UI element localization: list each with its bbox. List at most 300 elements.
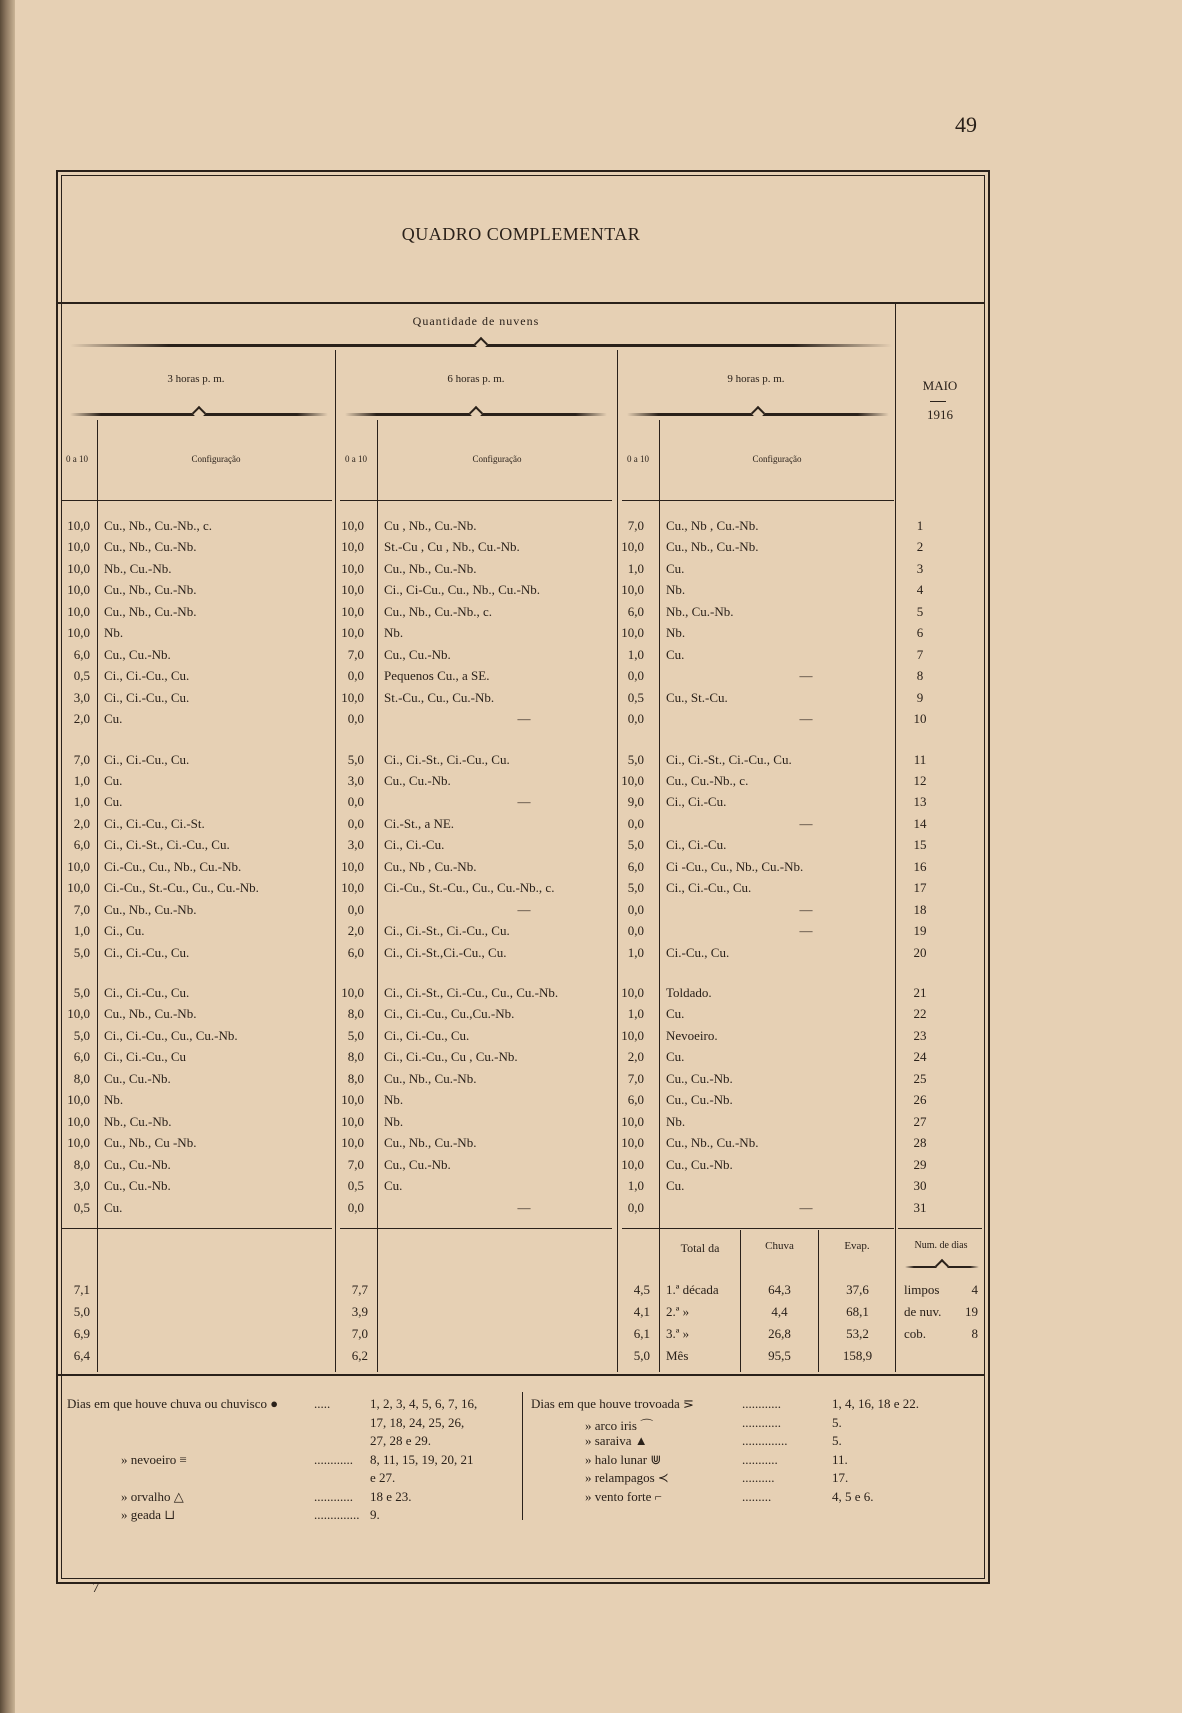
day-number: 17 bbox=[913, 880, 927, 896]
config-3pm: Cu., Cu.-Nb. bbox=[104, 1156, 171, 1172]
config-3pm: Nb., Cu.-Nb. bbox=[104, 560, 172, 576]
amount-9pm: 6,0 bbox=[627, 858, 644, 874]
note-label: » saraiva ▲ bbox=[585, 1433, 648, 1448]
config-9pm: Cu., Cu.-Nb. bbox=[666, 1070, 733, 1086]
config-9pm: — bbox=[799, 1199, 813, 1215]
amount-6pm: 10,0 bbox=[341, 625, 364, 641]
config-6pm: Ci., Ci.-St., Ci.-Cu., Cu. bbox=[384, 751, 510, 767]
note-leader-dots: .............. bbox=[742, 1433, 788, 1448]
amount-9pm: 1,0 bbox=[627, 646, 644, 662]
avg-rule-2 bbox=[340, 1228, 612, 1229]
average-value: 4,5 bbox=[633, 1282, 650, 1297]
note-label: » nevoeiro ≡ bbox=[121, 1451, 187, 1467]
table-row bbox=[58, 647, 984, 668]
amount-3pm: 5,0 bbox=[73, 944, 90, 960]
note-label: » geada ⊔ bbox=[121, 1507, 176, 1522]
summary-evap: 158,9 bbox=[842, 1348, 873, 1363]
amount-6pm: 10,0 bbox=[341, 1092, 364, 1108]
notes-divider bbox=[58, 1374, 984, 1376]
average-value: 7,1 bbox=[73, 1282, 90, 1297]
amount-9pm: 6,0 bbox=[627, 603, 644, 619]
amount-9pm: 10,0 bbox=[621, 1027, 644, 1043]
config-9pm: Ci.-Cu., Cu. bbox=[666, 944, 730, 960]
title-divider bbox=[58, 302, 984, 304]
config-6pm: Ci., Ci.-St., Ci.-Cu., Cu., Cu.-Nb. bbox=[384, 985, 559, 1000]
day-number: 31 bbox=[913, 1199, 927, 1215]
note-leader-dots: ..... bbox=[314, 1396, 331, 1411]
config-3pm: Cu., Nb., Cu.-Nb. bbox=[104, 539, 197, 555]
amount-6pm: 5,0 bbox=[347, 751, 364, 767]
table-row bbox=[58, 1071, 984, 1092]
summary-chuva: 26,8 bbox=[768, 1326, 791, 1341]
days-value: 4 bbox=[971, 1282, 978, 1297]
day-number: 1 bbox=[916, 518, 924, 533]
amount-3pm: 10,0 bbox=[67, 518, 90, 533]
config-9pm: Cu., Cu.-Nb., c. bbox=[666, 772, 749, 788]
amount-6pm: 10,0 bbox=[341, 518, 364, 533]
day-number: 19 bbox=[913, 923, 927, 939]
config-9pm: Cu., Nb , Cu.-Nb. bbox=[666, 518, 759, 533]
config-3pm: Cu., Nb., Cu -Nb. bbox=[104, 1135, 197, 1151]
amount-9pm: 10,0 bbox=[621, 625, 644, 641]
config-9pm: Cu., St.-Cu. bbox=[666, 689, 728, 705]
note-leader-dots: ............ bbox=[742, 1396, 781, 1411]
amount-3pm: 5,0 bbox=[73, 1027, 90, 1043]
config-9pm: Cu. bbox=[666, 1049, 685, 1065]
config-3pm: Ci., Ci.-Cu., Ci.-St. bbox=[104, 815, 205, 831]
amount-3pm: 1,0 bbox=[73, 923, 90, 939]
config-9pm: Cu. bbox=[666, 1006, 685, 1022]
amount-3pm: 10,0 bbox=[67, 880, 90, 896]
amount-3pm: 0,5 bbox=[73, 668, 90, 684]
day-number: 21 bbox=[913, 985, 927, 1000]
config-header-1: Configuração bbox=[191, 454, 241, 464]
config-3pm: Nb. bbox=[104, 625, 124, 641]
config-9pm: — bbox=[799, 923, 813, 939]
config-9pm: Nevoeiro. bbox=[666, 1027, 718, 1043]
amount-9pm: 7,0 bbox=[627, 518, 644, 533]
config-9pm: Nb., Cu.-Nb. bbox=[666, 603, 734, 619]
config-9pm: — bbox=[799, 815, 813, 831]
amount-6pm: 0,0 bbox=[347, 668, 364, 684]
day-number: 25 bbox=[913, 1070, 927, 1086]
config-6pm: Cu., Nb., Cu.-Nb. bbox=[384, 1135, 477, 1151]
amount-3pm: 5,0 bbox=[73, 985, 90, 1000]
summary-total-label: Total da bbox=[680, 1241, 720, 1255]
amount-3pm: 7,0 bbox=[73, 901, 90, 917]
table-row bbox=[58, 625, 984, 646]
summary-evap: 53,2 bbox=[846, 1326, 869, 1341]
amount-header-1: 0 a 10 bbox=[66, 454, 88, 464]
amount-6pm: 0,0 bbox=[347, 901, 364, 917]
amount-6pm: 0,0 bbox=[347, 815, 364, 831]
period-brace-1 bbox=[70, 413, 328, 416]
amount-3pm: 3,0 bbox=[73, 689, 90, 705]
amount-6pm: 8,0 bbox=[347, 1070, 364, 1086]
config-3pm: Ci.-Cu., St.-Cu., Cu., Cu.-Nb. bbox=[104, 880, 259, 896]
amount-6pm: 8,0 bbox=[347, 1006, 364, 1022]
amount-9pm: 1,0 bbox=[627, 1178, 644, 1194]
note-days: 5. bbox=[832, 1414, 842, 1430]
summary-period: 1.ª década bbox=[666, 1282, 719, 1297]
config-3pm: Cu., Nb., Cu.-Nb. bbox=[104, 603, 197, 619]
amount-6pm: 10,0 bbox=[341, 582, 364, 598]
table-row bbox=[58, 1157, 984, 1178]
days-label: cob. bbox=[904, 1326, 927, 1341]
note-days: 11. bbox=[832, 1451, 848, 1467]
config-3pm: Ci., Ci.-Cu., Cu., Cu.-Nb. bbox=[104, 1027, 238, 1043]
amount-3pm: 10,0 bbox=[67, 603, 90, 619]
table-row bbox=[58, 561, 984, 582]
avg-rule-4 bbox=[898, 1228, 982, 1229]
table-row bbox=[58, 690, 984, 711]
config-9pm: Ci., Ci.-Cu. bbox=[666, 794, 727, 810]
config-6pm: Nb. bbox=[384, 1092, 404, 1108]
amount-6pm: 10,0 bbox=[341, 539, 364, 555]
days-value: 19 bbox=[965, 1304, 978, 1319]
config-9pm: Cu. bbox=[666, 646, 685, 662]
day-number: 13 bbox=[913, 794, 927, 810]
amount-9pm: 5,0 bbox=[627, 880, 644, 896]
sheet-number: 7 bbox=[92, 1580, 100, 1596]
note-leader-dots: ......... bbox=[742, 1488, 772, 1504]
amount-3pm: 1,0 bbox=[73, 772, 90, 788]
amount-6pm: 0,5 bbox=[347, 1178, 364, 1194]
day-number: 30 bbox=[913, 1178, 927, 1194]
table-row bbox=[58, 1200, 984, 1221]
summary-days-label: Num. de dias bbox=[914, 1240, 968, 1251]
amount-9pm: 7,0 bbox=[627, 1070, 644, 1086]
config-9pm: Ci., Ci.-Cu. bbox=[666, 837, 727, 853]
config-6pm: Nb. bbox=[384, 625, 404, 641]
note-leader-dots: .......... bbox=[742, 1470, 775, 1485]
day-number: 18 bbox=[913, 901, 927, 917]
config-6pm: Ci., Ci-Cu., Cu., Nb., Cu.-Nb. bbox=[384, 582, 541, 598]
note-label: » relampagos ≺ bbox=[585, 1470, 669, 1485]
config-3pm: Ci., Ci.-Cu., Cu. bbox=[104, 751, 190, 767]
config-header-3: Configuração bbox=[752, 454, 802, 464]
amount-9pm: 1,0 bbox=[627, 1006, 644, 1022]
config-header-2: Configuração bbox=[472, 454, 522, 464]
config-6pm: Cu., Nb., Cu.-Nb., c. bbox=[384, 603, 492, 619]
config-3pm: Cu., Cu.-Nb. bbox=[104, 1070, 171, 1086]
days-brace bbox=[905, 1266, 979, 1268]
table-row bbox=[58, 604, 984, 625]
config-6pm: Cu. bbox=[384, 1178, 403, 1194]
amount-3pm: 10,0 bbox=[67, 1092, 90, 1108]
config-6pm: Nb. bbox=[384, 1113, 404, 1129]
amount-9pm: 1,0 bbox=[627, 944, 644, 960]
table-row bbox=[58, 985, 984, 1006]
amount-3pm: 8,0 bbox=[73, 1156, 90, 1172]
amount-6pm: 3,0 bbox=[347, 837, 364, 853]
config-6pm: Ci., Ci.-Cu. bbox=[384, 837, 445, 853]
amount-3pm: 8,0 bbox=[73, 1070, 90, 1086]
config-6pm: — bbox=[517, 794, 531, 810]
note-days: e 27. bbox=[370, 1470, 396, 1485]
day-number: 15 bbox=[913, 837, 927, 853]
period-header-9pm: 9 horas p. m. bbox=[727, 373, 785, 385]
note-leader-dots: ............ bbox=[314, 1488, 353, 1504]
config-3pm: Cu., Nb., Cu.-Nb. bbox=[104, 582, 197, 598]
amount-6pm: 6,0 bbox=[347, 944, 364, 960]
average-value: 7,0 bbox=[351, 1326, 368, 1341]
amount-header-3: 0 a 10 bbox=[627, 454, 649, 464]
config-6pm: — bbox=[517, 711, 531, 727]
month-label: MAIO bbox=[922, 378, 958, 393]
period-brace-3 bbox=[627, 413, 889, 416]
day-number: 20 bbox=[913, 944, 927, 960]
amount-6pm: 0,0 bbox=[347, 1199, 364, 1215]
config-3pm: Nb. bbox=[104, 1092, 124, 1108]
config-3pm: Ci., Cu. bbox=[104, 923, 145, 939]
amount-9pm: 0,0 bbox=[627, 923, 644, 939]
day-number: 2 bbox=[916, 539, 924, 555]
year-label: 1916 bbox=[927, 407, 953, 422]
config-3pm: Cu., Cu.-Nb. bbox=[104, 1178, 171, 1194]
table-row bbox=[58, 1114, 984, 1135]
amount-9pm: 5,0 bbox=[627, 837, 644, 853]
config-3pm: Ci., Ci.-Cu., Cu. bbox=[104, 668, 190, 684]
config-9pm: Cu., Nb., Cu.-Nb. bbox=[666, 539, 759, 555]
note-label: Dias em que houve chuva ou chuvisco ● bbox=[67, 1396, 279, 1411]
config-3pm: Cu. bbox=[104, 1199, 123, 1215]
table-row bbox=[58, 668, 984, 689]
amount-9pm: 10,0 bbox=[621, 985, 644, 1000]
period-brace-2 bbox=[345, 413, 607, 416]
note-label: » orvalho △ bbox=[121, 1488, 184, 1504]
summary-chuva-label: Chuva bbox=[765, 1240, 794, 1252]
amount-6pm: 10,0 bbox=[341, 1113, 364, 1129]
note-days: 4, 5 e 6. bbox=[832, 1488, 874, 1504]
amount-9pm: 10,0 bbox=[621, 1113, 644, 1129]
day-number: 26 bbox=[913, 1092, 927, 1108]
average-value: 6,9 bbox=[73, 1326, 90, 1341]
config-6pm: Cu., Cu.-Nb. bbox=[384, 1156, 451, 1172]
config-6pm: Cu., Cu.-Nb. bbox=[384, 772, 451, 788]
day-number: 23 bbox=[913, 1027, 927, 1043]
amount-3pm: 10,0 bbox=[67, 625, 90, 641]
day-number: 12 bbox=[913, 772, 927, 788]
average-value: 4,1 bbox=[633, 1304, 650, 1319]
table-row bbox=[58, 902, 984, 923]
amount-9pm: 0,0 bbox=[627, 815, 644, 831]
notes-center-divider bbox=[522, 1392, 523, 1520]
amount-3pm: 10,0 bbox=[67, 539, 90, 555]
config-9pm: Cu., Cu.-Nb. bbox=[666, 1092, 733, 1108]
config-9pm: Ci., Ci.-St., Ci.-Cu., Cu. bbox=[666, 751, 792, 767]
amount-3pm: 10,0 bbox=[67, 1135, 90, 1151]
config-9pm: Cu., Nb., Cu.-Nb. bbox=[666, 1135, 759, 1151]
amount-9pm: 6,0 bbox=[627, 1092, 644, 1108]
config-3pm: Cu. bbox=[104, 711, 123, 727]
config-6pm: Ci., Ci.-Cu., Cu. bbox=[384, 1027, 470, 1043]
config-6pm: — bbox=[517, 1199, 531, 1215]
day-number: 5 bbox=[916, 603, 924, 619]
binding-edge bbox=[0, 0, 15, 1713]
amount-9pm: 10,0 bbox=[621, 539, 644, 555]
config-6pm: Cu., Nb., Cu.-Nb. bbox=[384, 1070, 477, 1086]
days-value: 8 bbox=[971, 1326, 978, 1341]
table-row bbox=[58, 1028, 984, 1049]
average-value: 6,1 bbox=[633, 1326, 650, 1341]
day-number: 4 bbox=[916, 582, 924, 598]
day-number: 24 bbox=[913, 1049, 927, 1065]
amount-6pm: 10,0 bbox=[341, 858, 364, 874]
day-number: 27 bbox=[913, 1113, 927, 1129]
amount-6pm: 10,0 bbox=[341, 1135, 364, 1151]
config-3pm: Ci., Ci.-Cu., Cu. bbox=[104, 944, 190, 960]
table-row bbox=[58, 711, 984, 732]
config-6pm: Ci.-St., a NE. bbox=[384, 815, 455, 831]
amount-9pm: 0,0 bbox=[627, 1199, 644, 1215]
days-label: limpos bbox=[904, 1282, 940, 1297]
avg-rule-3 bbox=[622, 1228, 894, 1229]
note-leader-dots: ............ bbox=[314, 1451, 353, 1467]
note-days: 1, 2, 3, 4, 5, 6, 7, 16, bbox=[370, 1396, 478, 1411]
amount-3pm: 6,0 bbox=[73, 837, 90, 853]
note-label: » halo lunar ⋓ bbox=[585, 1451, 662, 1467]
amount-9pm: 9,0 bbox=[627, 794, 644, 810]
config-9pm: Nb. bbox=[666, 625, 686, 641]
day-number: 16 bbox=[913, 858, 927, 874]
page-title: QUADRO COMPLEMENTAR bbox=[401, 224, 641, 244]
amount-9pm: 0,0 bbox=[627, 901, 644, 917]
day-number: 8 bbox=[916, 668, 924, 684]
note-leader-dots: .............. bbox=[314, 1507, 360, 1522]
config-3pm: Cu., Nb., Cu.-Nb., c. bbox=[104, 518, 212, 533]
config-6pm: Ci., Ci.-St.,Ci.-Cu., Cu. bbox=[384, 944, 507, 960]
config-9pm: — bbox=[799, 901, 813, 917]
header-rule-3 bbox=[622, 500, 894, 501]
average-value: 3,9 bbox=[351, 1304, 368, 1319]
amount-6pm: 10,0 bbox=[341, 985, 364, 1000]
table-row bbox=[58, 816, 984, 837]
average-value: 7,7 bbox=[351, 1282, 368, 1297]
config-6pm: Pequenos Cu., a SE. bbox=[384, 668, 490, 684]
config-9pm: Nb. bbox=[666, 1113, 686, 1129]
config-9pm: — bbox=[799, 668, 813, 684]
table-row bbox=[58, 582, 984, 603]
day-number: 7 bbox=[916, 646, 924, 662]
average-value: 5,0 bbox=[73, 1304, 90, 1319]
config-6pm: Ci., Ci.-Cu., Cu.,Cu.-Nb. bbox=[384, 1006, 515, 1022]
header-rule-1 bbox=[62, 500, 332, 501]
table-row bbox=[58, 1178, 984, 1199]
day-number: 28 bbox=[913, 1135, 927, 1151]
summary-period: 2.ª » bbox=[666, 1304, 690, 1319]
table-row bbox=[58, 1092, 984, 1113]
config-6pm: St.-Cu , Cu , Nb., Cu.-Nb. bbox=[384, 539, 520, 555]
amount-9pm: 1,0 bbox=[627, 560, 644, 576]
day-number: 3 bbox=[916, 560, 924, 576]
config-9pm: Ci., Ci.-Cu., Cu. bbox=[666, 880, 752, 896]
table-row bbox=[58, 923, 984, 944]
config-3pm: Ci., Ci.-Cu., Cu bbox=[104, 1049, 186, 1065]
day-number: 9 bbox=[916, 689, 924, 705]
amount-3pm: 3,0 bbox=[73, 1178, 90, 1194]
table-row bbox=[58, 1049, 984, 1070]
amount-3pm: 2,0 bbox=[73, 815, 90, 831]
config-3pm: Cu., Cu.-Nb. bbox=[104, 646, 171, 662]
config-9pm: Cu., Cu.-Nb. bbox=[666, 1156, 733, 1172]
day-number: 14 bbox=[913, 815, 927, 831]
note-days: 1, 4, 16, 18 e 22. bbox=[832, 1396, 920, 1411]
summary-chuva: 4,4 bbox=[771, 1304, 788, 1319]
amount-3pm: 10,0 bbox=[67, 1006, 90, 1022]
avg-rule-1 bbox=[62, 1228, 332, 1229]
table-row bbox=[58, 1135, 984, 1156]
amount-6pm: 10,0 bbox=[341, 603, 364, 619]
day-number: 22 bbox=[913, 1006, 927, 1022]
config-9pm: Cu. bbox=[666, 560, 685, 576]
day-number: 11 bbox=[913, 751, 927, 767]
day-number: 29 bbox=[913, 1156, 927, 1172]
amount-3pm: 6,0 bbox=[73, 646, 90, 662]
period-header-3pm: 3 horas p. m. bbox=[167, 373, 225, 385]
table-row bbox=[58, 1006, 984, 1027]
config-3pm: Nb., Cu.-Nb. bbox=[104, 1113, 172, 1129]
amount-9pm: 0,5 bbox=[627, 689, 644, 705]
config-6pm: Cu , Nb., Cu.-Nb. bbox=[384, 518, 477, 533]
config-9pm: Toldado. bbox=[666, 985, 712, 1000]
group-brace bbox=[70, 344, 892, 347]
amount-6pm: 10,0 bbox=[341, 689, 364, 705]
config-6pm: Ci., Ci.-Cu., Cu , Cu.-Nb. bbox=[384, 1049, 518, 1065]
amount-9pm: 2,0 bbox=[627, 1049, 644, 1065]
summary-period: Mês bbox=[666, 1348, 689, 1363]
amount-3pm: 0,5 bbox=[73, 1199, 90, 1215]
config-3pm: Cu., Nb., Cu.-Nb. bbox=[104, 901, 197, 917]
header-rule-2 bbox=[340, 500, 612, 501]
table-row bbox=[58, 880, 984, 901]
note-label: » arco iris ⌒ bbox=[585, 1417, 654, 1433]
note-label: Dias em que houve trovoada ⋝ bbox=[531, 1396, 694, 1411]
config-3pm: Cu. bbox=[104, 794, 123, 810]
table-row bbox=[58, 539, 984, 560]
table-row bbox=[58, 518, 984, 539]
note-days: 5. bbox=[832, 1433, 842, 1448]
period-header-6pm: 6 horas p. m. bbox=[447, 373, 505, 385]
summary-evap: 68,1 bbox=[846, 1304, 869, 1319]
amount-9pm: 10,0 bbox=[621, 772, 644, 788]
note-days: 17, 18, 24, 25, 26, bbox=[370, 1414, 465, 1430]
note-days: 9. bbox=[370, 1507, 380, 1522]
table-row bbox=[58, 945, 984, 966]
day-number: 10 bbox=[913, 711, 927, 727]
amount-6pm: 5,0 bbox=[347, 1027, 364, 1043]
config-9pm: Nb. bbox=[666, 582, 686, 598]
summary-chuva: 95,5 bbox=[768, 1348, 791, 1363]
amount-6pm: 7,0 bbox=[347, 1156, 364, 1172]
month-underline bbox=[930, 401, 946, 402]
average-value: 6,4 bbox=[73, 1348, 90, 1363]
amount-9pm: 10,0 bbox=[621, 1156, 644, 1172]
amount-9pm: 10,0 bbox=[621, 1135, 644, 1151]
amount-9pm: 10,0 bbox=[621, 582, 644, 598]
config-3pm: Ci., Ci.-Cu., Cu. bbox=[104, 689, 190, 705]
config-6pm: Cu., Cu.-Nb. bbox=[384, 646, 451, 662]
amount-9pm: 0,0 bbox=[627, 711, 644, 727]
table-row bbox=[58, 859, 984, 880]
table-row bbox=[58, 837, 984, 858]
amount-header-2: 0 a 10 bbox=[345, 454, 367, 464]
group-header: Quantidade de nuvens bbox=[412, 314, 540, 328]
config-6pm: Ci.-Cu., St.-Cu., Cu., Cu.-Nb., c. bbox=[384, 880, 555, 896]
amount-6pm: 10,0 bbox=[341, 880, 364, 896]
amount-3pm: 10,0 bbox=[67, 1113, 90, 1129]
amount-9pm: 0,0 bbox=[627, 668, 644, 684]
